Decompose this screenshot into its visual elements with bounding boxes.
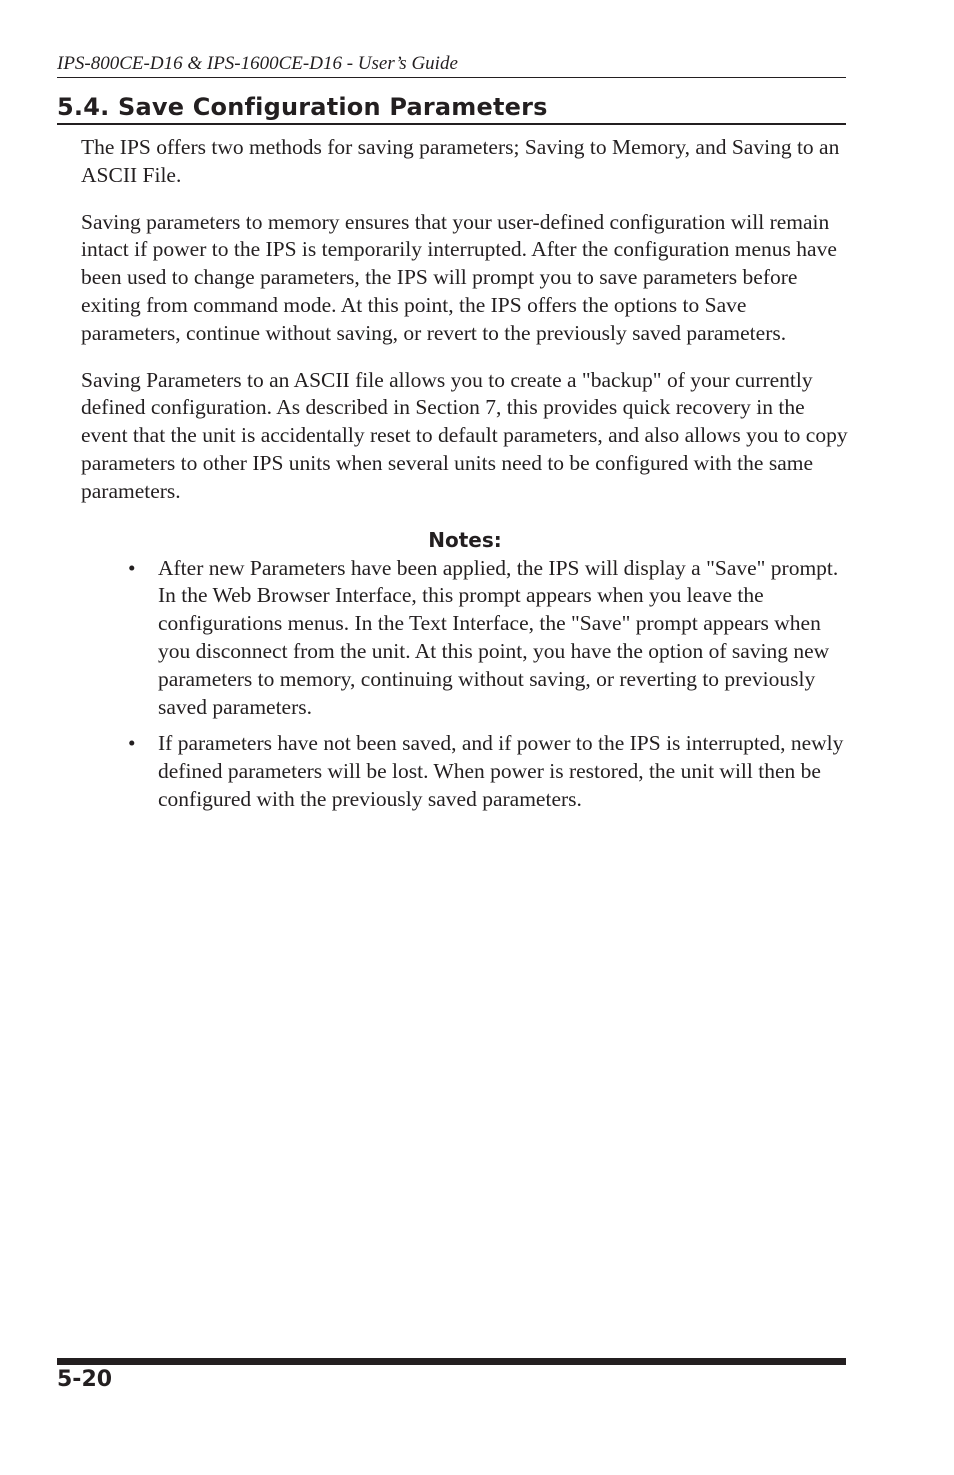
section-title: 5.4. Save Configuration Parameters: [57, 92, 846, 125]
bullet-icon: •: [128, 555, 136, 580]
running-header: IPS-800CE-D16 & IPS-1600CE-D16 - User’s Guide: [57, 52, 846, 78]
list-item: [81, 730, 849, 813]
note-text: If parameters have not been saved, and if power to the IPS is interrupted, newly defined parameters will be lost. When power is restored, the unit will then be configured with the previously saved parameters.: [158, 731, 844, 811]
paragraph-ascii: Saving Parameters to an ASCII file allows you to create a "backup" of your currently defined configuration. As described in Section 7, this provides quick recovery in the event that the unit is accidentally reset to default parameters, and also allows you to copy parameters to other IPS units when several units need to be configured with the same parameters.: [81, 367, 848, 503]
paragraph-intro: The IPS offers two methods for saving parameters; Saving to Memory, and Saving to an ASCII File.: [81, 135, 840, 187]
list-item: [81, 555, 849, 722]
note-text: After new Parameters have been applied, the IPS will display a "Save" prompt. In the Web Browser Interface, this prompt appears when you leave the configurations menus. In the Text Interface, the "Save" prompt appears when you disconnect from the unit. At this point, you have the option of saving new parameters to memory, continuing without saving, or reverting to previously saved parameters.: [158, 555, 839, 719]
paragraph-memory: Saving parameters to memory ensures that your user-defined configuration will remain intact if power to the IPS is temporarily interrupted. After the configuration menus have been used to change parameters, the IPS will prompt you to save parameters before exiting from command mode. At this point, the IPS offers the options to Save parameters, continue without saving, or revert to the previously saved parameters.: [81, 209, 837, 345]
page-number: 5-20: [57, 1367, 113, 1392]
notes-list: [81, 555, 849, 814]
footer-rule: [57, 1358, 846, 1365]
body-text: [81, 134, 849, 823]
notes-heading: Notes:: [428, 527, 502, 552]
bullet-icon: •: [128, 731, 136, 756]
